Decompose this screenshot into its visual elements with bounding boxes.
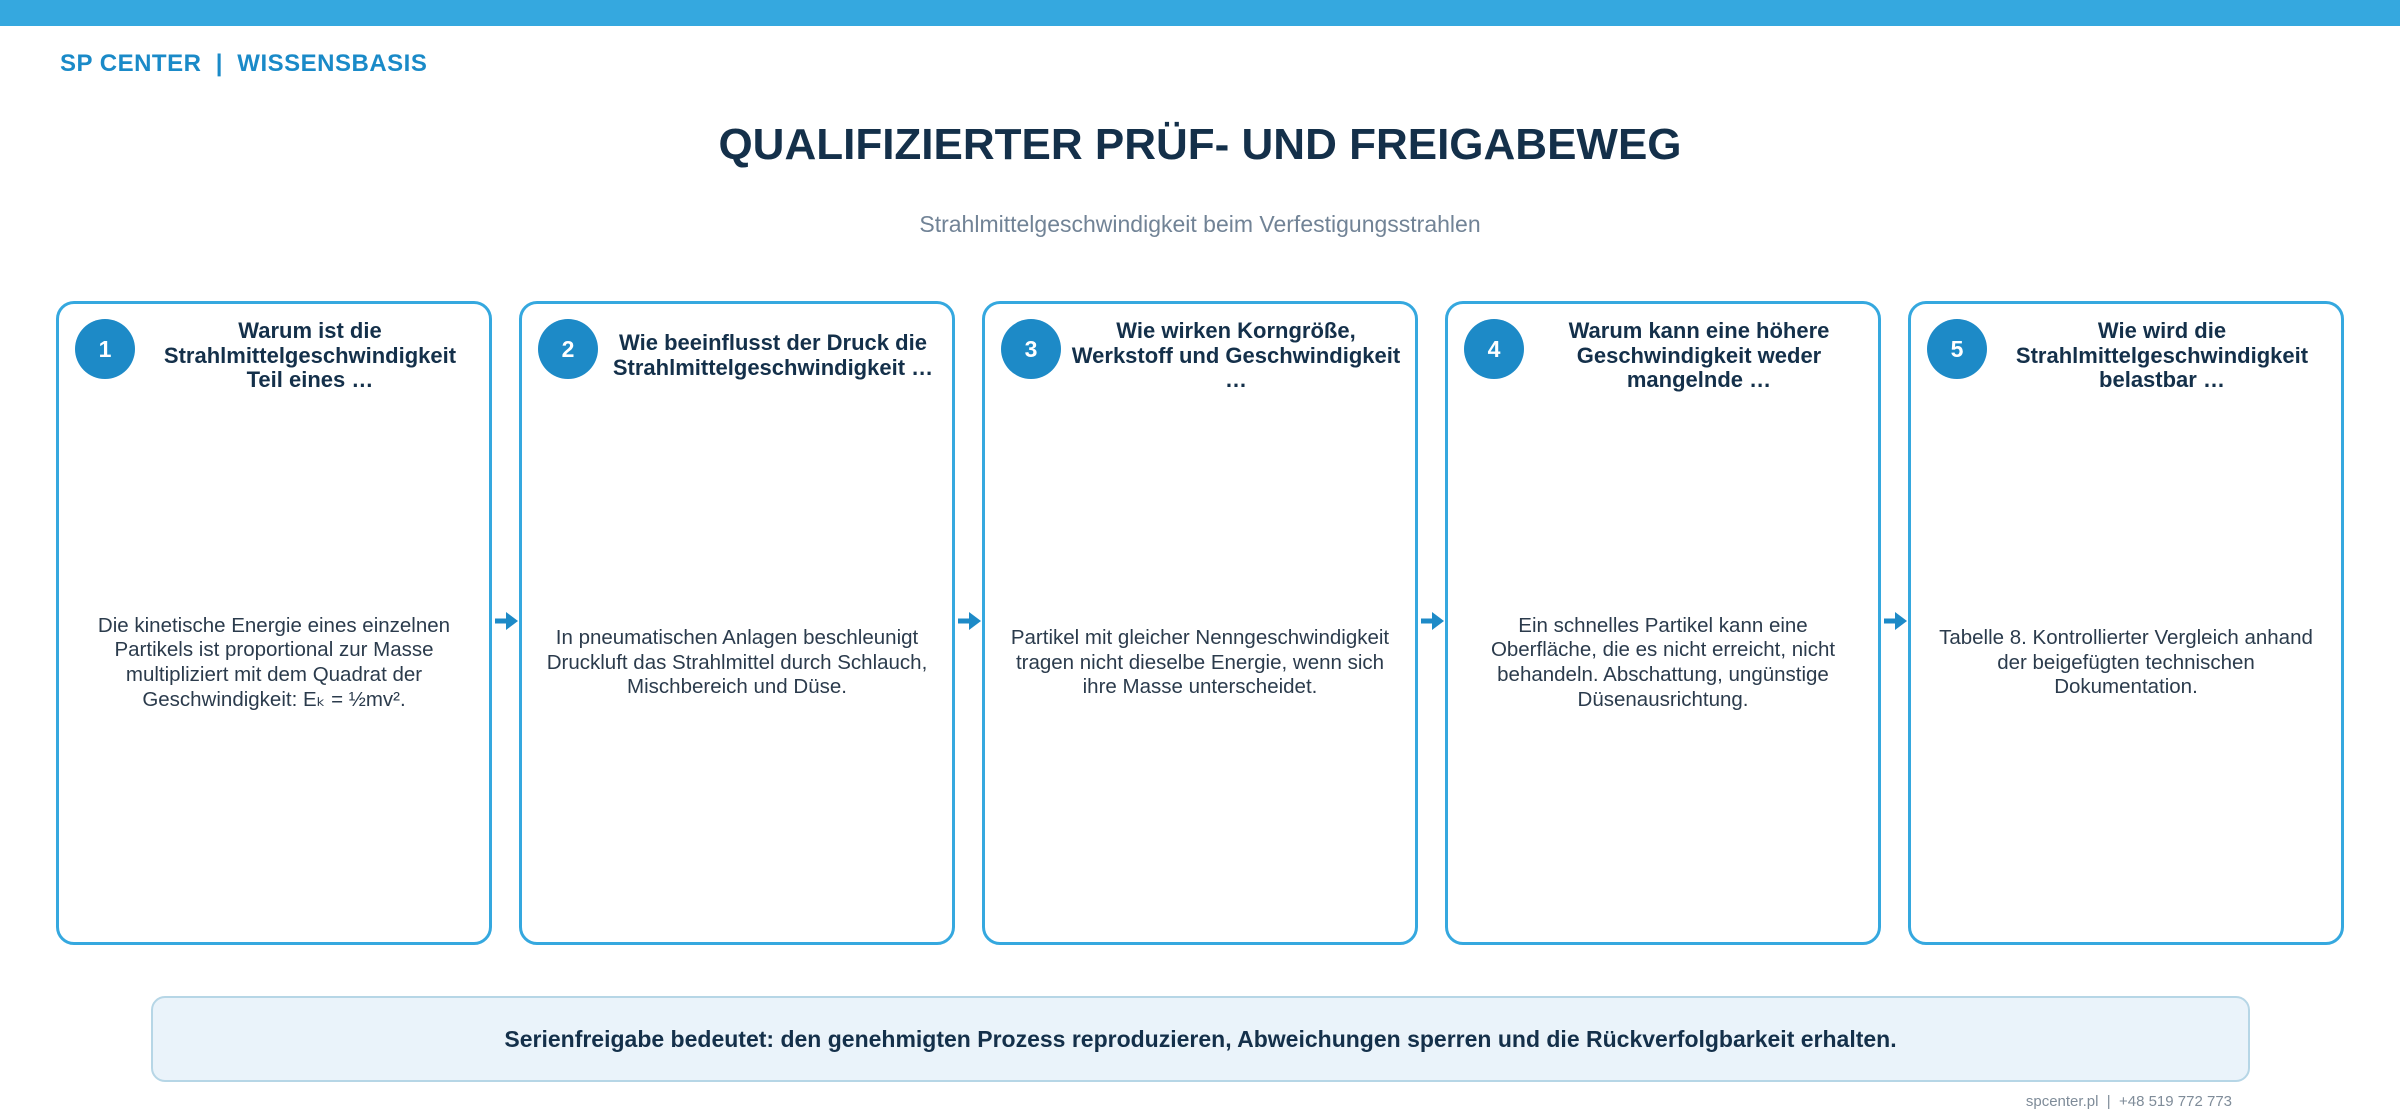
step-title: Wie wirken Korngröße, Werkstoff und Geschwindigkeit …	[1071, 317, 1401, 393]
top-accent-bar	[0, 0, 2400, 26]
arrow-right-icon	[1884, 610, 1908, 632]
release-statement: Serienfreigabe bedeutet: den genehmigten Prozess reproduzieren, Abweichungen sperren und die Rückverfolgbarkeit erhalten.	[504, 1025, 1897, 1052]
step-description: Die kinetische Energie eines einzelnen Partikels ist proportional zur Masse multipliziert mit dem Quadrat der Geschwindigkeit: Eₖ = ½mv².	[97, 613, 451, 711]
step-card-1	[56, 301, 492, 945]
step-description: In pneumatischen Anlagen beschleunigt Druckluft das Strahlmittel durch Schlauch, Mischbereich und Düse.	[546, 626, 928, 699]
step-description: Ein schnelles Partikel kann eine Oberfläche, die es nicht erreicht, nicht behandeln. Abschattung, ungünstige Düsenausrichtung.	[1490, 613, 1836, 711]
step-number-badge: 2	[538, 319, 598, 379]
step-number-badge: 4	[1464, 319, 1524, 379]
step-card-3	[982, 301, 1418, 945]
step-title: Wie beeinflusst der Druck die Strahlmittelgeschwindigkeit …	[612, 330, 934, 380]
brand-label: SP CENTER | WISSENSBASIS	[60, 50, 428, 77]
release-statement-box	[151, 996, 2250, 1082]
process-steps	[56, 301, 2346, 945]
step-title: Warum kann eine höhere Geschwindigkeit weder mangelnde …	[1568, 317, 1830, 393]
step-number-badge: 5	[1927, 319, 1987, 379]
step-card-4	[1445, 301, 1881, 945]
step-number-badge: 1	[75, 319, 135, 379]
step-description: Partikel mit gleicher Nenngeschwindigkeit tragen nicht dieselbe Energie, wenn sich ihre Masse unterscheidet.	[1010, 626, 1390, 699]
arrow-right-icon	[958, 610, 982, 632]
step-card-5	[1908, 301, 2344, 945]
step-title: Wie wird die Strahlmittelgeschwindigkeit belastbar …	[2015, 317, 2309, 393]
arrow-right-icon	[1421, 610, 1445, 632]
contact-info: spcenter.pl | +48 519 772 773	[2025, 1093, 2232, 1110]
step-card-2	[519, 301, 955, 945]
arrow-right-icon	[495, 610, 519, 632]
step-title: Warum ist die Strahlmittelgeschwindigkeit Teil eines …	[163, 317, 457, 393]
page-subtitle: Strahlmittelgeschwindigkeit beim Verfestigungsstrahlen	[919, 211, 1481, 237]
step-description: Tabelle 8. Kontrollierter Vergleich anhand der beigefügten technischen Dokumentation.	[1939, 626, 2313, 699]
step-number-badge: 3	[1001, 319, 1061, 379]
page-title: QUALIFIZIERTER PRÜF- UND FREIGABEWEG	[718, 120, 1682, 169]
